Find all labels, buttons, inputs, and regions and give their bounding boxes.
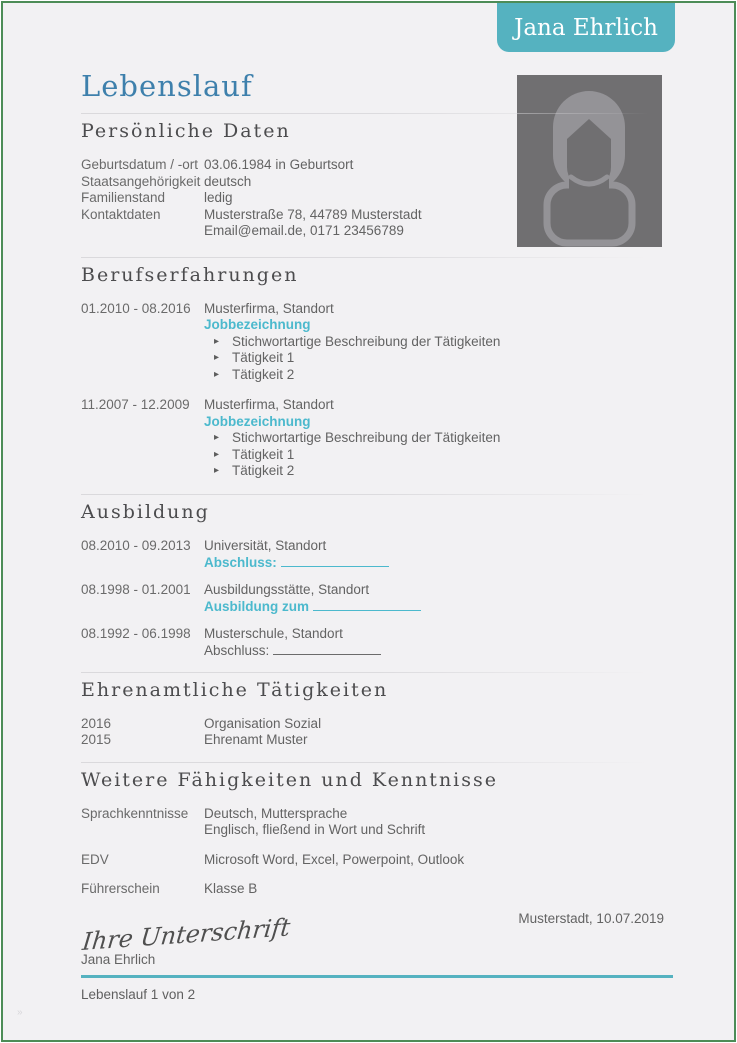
institution-name: Musterschule, Standort [204,625,343,641]
bullet-triangle-icon: ▸ [214,368,220,380]
volunteer-rows [81,716,672,749]
company-name: Musterfirma, Standort [204,300,334,316]
candidate-name: Jana Ehrlich [514,14,658,41]
entry-period: 08.2010 - 09.2013 [81,537,191,553]
section-personal [81,113,672,240]
task-text: Stichwortartige Beschreibung der Tätigkeiten [232,333,501,349]
bullet-triangle-icon: ▸ [214,335,220,347]
address-line: Musterstraße 78, 44789 Musterstadt [204,206,422,222]
bullet-triangle-icon: ▸ [214,465,220,476]
task-text: Tätigkeit 2 [232,463,295,478]
skill-row [81,806,672,839]
section-education [81,494,672,660]
task-item [204,350,672,367]
field-label: Familienstand [81,190,166,205]
section-experience [81,257,672,480]
section-skills [81,762,672,898]
degree-label: Abschluss: [204,643,270,658]
skill-value: Microsoft Word, Excel, Powerpoint, Outlook [204,851,465,867]
volunteer-year: 2016 [81,715,112,731]
task-item [204,430,672,447]
entry-detail [204,397,672,480]
corner-watermark: » [17,1007,23,1018]
education-entry [81,538,672,572]
degree-line [204,598,672,616]
task-list [204,430,672,480]
personal-row [81,207,672,240]
field-label: Kontaktdaten [81,206,161,222]
skill-label: Sprachkenntnisse [81,805,189,821]
skill-value: Klasse B [204,881,258,896]
degree-label: Ausbildung zum [204,599,309,614]
section-divider [81,672,672,673]
entry-period: 08.1992 - 06.1998 [81,625,191,641]
personal-row [81,190,672,207]
section-divider [81,113,672,114]
education-entries [81,538,672,660]
cv-content [81,69,672,967]
section-volunteer [81,672,672,749]
bullet-triangle-icon: ▸ [214,448,220,460]
task-text: Stichwortartige Beschreibung der Tätigkeiten [232,430,501,445]
degree-line [204,554,672,572]
task-item [204,447,672,464]
section-heading-education: Ausbildung [81,500,210,523]
experience-entries [81,301,672,480]
task-list [204,334,672,384]
job-title: Jobbezeichnung [204,317,311,332]
volunteer-text: Ehrenamt Muster [204,732,308,747]
personal-rows [81,157,672,240]
cv-page [1,1,736,1042]
bullet-triangle-icon: ▸ [214,432,220,443]
section-divider [81,257,672,258]
section-heading-experience: Berufserfahrungen [81,263,299,286]
company-name: Musterfirma, Standort [204,397,334,412]
task-item [204,367,672,384]
entry-detail [204,301,672,384]
field-value: ledig [204,190,233,205]
job-title: Jobbezeichnung [204,413,311,429]
section-divider [81,494,672,495]
degree-label: Abschluss: [204,555,277,570]
field-value [204,207,672,240]
fill-in-blank-line [273,642,381,655]
volunteer-row [81,716,672,733]
skill-line: Deutsch, Muttersprache [204,805,348,821]
entry-period: 01.2010 - 08.2016 [81,300,191,316]
skill-line: Englisch, fließend in Wort und Schrift [204,822,426,837]
personal-row [81,174,672,191]
contact-line: Email@email.de, 0171 23456789 [204,223,404,238]
experience-entry [81,397,672,480]
task-text: Tätigkeit 1 [232,446,295,462]
fill-in-blank-line [281,554,389,567]
entry-detail [204,538,672,572]
experience-entry [81,301,672,384]
task-item [204,334,672,351]
skill-label: EDV [81,851,109,867]
section-heading-personal: Persönliche Daten [81,120,291,142]
entry-detail [204,582,672,616]
institution-name: Universität, Standort [204,537,327,553]
task-text: Tätigkeit 2 [232,366,295,382]
footer-accent-line [81,975,673,978]
field-value: 03.06.1984 in Geburtsort [204,157,354,172]
section-divider [81,762,672,763]
volunteer-year: 2015 [81,732,112,747]
entry-period: 11.2007 - 12.2009 [81,397,190,412]
handwritten-signature: Ihre Unterschrift [81,912,292,956]
skill-value [204,806,672,839]
personal-row [81,157,672,174]
fill-in-blank-line [313,598,421,611]
volunteer-row [81,732,672,749]
page-title: Lebenslauf [81,69,253,103]
task-item [204,463,672,480]
degree-line [204,642,672,660]
field-label: Geburtsdatum / -ort [81,157,199,172]
institution-name: Ausbildungsstätte, Standort [204,581,370,597]
name-badge [497,3,675,52]
place-and-date: Musterstadt, 10.07.2019 [518,910,664,926]
field-value: deutsch [204,173,252,189]
education-entry [81,626,672,660]
entry-detail [204,626,672,660]
skill-label: Führerschein [81,881,160,896]
section-heading-skills: Weitere Fähigkeiten und Kenntnisse [81,768,499,791]
skills-rows [81,806,672,898]
signature-name: Jana Ehrlich [81,951,156,967]
skill-row [81,881,672,898]
field-label: Staatsangehörigkeit [81,173,201,189]
entry-period: 08.1998 - 01.2001 [81,581,191,597]
task-text: Tätigkeit 1 [232,350,295,365]
education-entry [81,582,672,616]
skill-row [81,852,672,869]
section-heading-volunteer: Ehrenamtliche Tätigkeiten [81,678,389,701]
bullet-triangle-icon: ▸ [214,352,220,363]
footer-page-label: Lebenslauf 1 von 2 [81,987,196,1002]
volunteer-text: Organisation Sozial [204,715,322,731]
